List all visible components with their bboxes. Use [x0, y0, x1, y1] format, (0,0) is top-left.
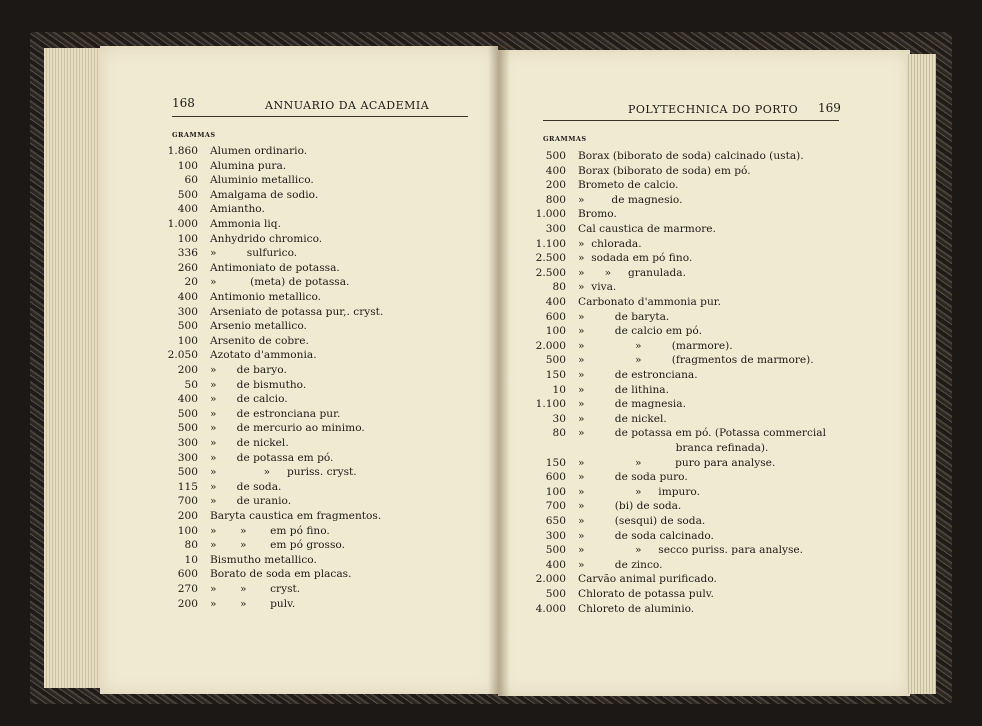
entry-description: » de potassa em pó.	[210, 451, 334, 464]
entry-quantity: 200	[177, 597, 198, 610]
entry-description: » (meta) de potassa.	[210, 276, 350, 289]
entry-description: Carvão animal purificado.	[578, 573, 717, 586]
entry-description: » sodada em pó fino.	[578, 252, 693, 265]
entry-row	[530, 354, 900, 367]
entry-description: Aluminio metallico.	[210, 174, 314, 187]
entry-row	[162, 276, 482, 289]
entry-row	[530, 179, 900, 192]
entry-quantity: 10	[552, 383, 566, 396]
entry-row	[162, 306, 482, 319]
entry-description: » de soda calcinado.	[578, 529, 714, 542]
entry-description: » (bi) de soda.	[578, 500, 682, 513]
entry-quantity: 20	[184, 276, 198, 289]
entry-quantity: 500	[177, 466, 198, 479]
entry-description: » » puro para analyse.	[578, 456, 776, 469]
entry-quantity: 500	[177, 320, 198, 333]
entry-description: Ammonia liq.	[210, 218, 281, 230]
entry-quantity: 150	[545, 369, 566, 381]
entry-row	[162, 466, 482, 479]
page-edges-right	[906, 54, 936, 694]
entry-row	[162, 583, 482, 596]
entry-row	[162, 495, 482, 508]
entry-description: Bromo.	[578, 208, 617, 221]
entry-row	[530, 296, 900, 309]
entry-quantity: 1.000	[535, 208, 566, 221]
entry-row	[530, 311, 900, 324]
entry-quantity: 200	[177, 364, 198, 376]
entry-quantity: 600	[545, 310, 566, 323]
left-page-number: 168	[172, 96, 195, 110]
entry-description: Alumen ordinario.	[210, 145, 308, 157]
entry-quantity: 300	[177, 305, 198, 318]
entry-row	[530, 515, 900, 528]
entry-quantity: 500	[545, 544, 566, 557]
entry-description: » de mercurio ao minimo.	[210, 422, 365, 435]
entry-row	[162, 408, 482, 421]
entry-row	[530, 530, 900, 543]
entry-description: » de magnesia.	[578, 398, 686, 411]
entry-row	[162, 233, 482, 246]
entry-row	[530, 369, 900, 382]
entry-quantity: 100	[177, 232, 198, 245]
entry-quantity: 400	[545, 164, 566, 177]
entry-row	[162, 247, 482, 260]
entry-row	[162, 160, 482, 173]
entry-row	[530, 208, 900, 221]
entry-row	[162, 364, 482, 377]
entry-quantity: 100	[545, 325, 566, 338]
entry-row	[162, 481, 482, 494]
entry-quantity: 4.000	[535, 602, 566, 615]
entry-quantity: 1.100	[535, 398, 566, 411]
entry-description: Chlorato de potassa pulv.	[578, 588, 714, 600]
entry-quantity: 400	[177, 393, 198, 406]
entry-quantity: 80	[552, 281, 566, 294]
entry-row	[530, 588, 900, 601]
entry-row	[530, 559, 900, 572]
entry-description: Chloreto de aluminio.	[578, 602, 695, 615]
entry-description: » de bismutho.	[210, 378, 307, 391]
entry-description: » » granulada.	[578, 266, 686, 279]
entry-row	[162, 525, 482, 538]
entry-row	[162, 452, 482, 465]
entry-row	[162, 189, 482, 202]
entry-row	[162, 203, 482, 216]
entry-row	[530, 398, 900, 411]
entry-description: » de nickel.	[210, 437, 289, 449]
entry-row	[530, 500, 900, 513]
entry-row	[530, 603, 900, 616]
entry-description: Borax (biborato de soda) calcinado (usta).	[578, 150, 804, 162]
entry-row	[530, 223, 900, 236]
entry-description: » viva.	[578, 281, 617, 294]
entry-quantity: 400	[177, 291, 198, 303]
entry-quantity: 30	[552, 412, 566, 425]
entry-row	[162, 422, 482, 435]
entry-row	[162, 539, 482, 552]
entry-description: Cal caustica de marmore.	[578, 223, 716, 235]
entry-description: » chlorada.	[578, 237, 642, 250]
entry-quantity: 500	[177, 422, 198, 435]
entry-quantity: 2.000	[535, 339, 566, 352]
entry-row	[162, 568, 482, 581]
entry-quantity: 700	[545, 500, 566, 513]
entry-row	[530, 573, 900, 586]
entry-description: » » em pó grosso.	[210, 539, 345, 552]
entry-quantity: 115	[177, 480, 198, 493]
entry-row	[162, 291, 482, 304]
entry-row	[530, 165, 900, 178]
entry-quantity: 400	[545, 558, 566, 571]
entry-row	[162, 393, 482, 406]
entry-quantity: 80	[552, 427, 566, 440]
entry-description: Anhydrido chromico.	[210, 232, 323, 245]
entry-quantity: 260	[177, 261, 198, 274]
entry-row	[530, 413, 900, 426]
entry-row	[530, 281, 900, 294]
entry-description: » de soda.	[210, 480, 282, 493]
entry-description: Antimoniato de potassa.	[210, 261, 340, 274]
entry-row	[530, 486, 900, 499]
entry-description: Borax (biborato de soda) em pó.	[578, 164, 751, 177]
entry-row	[530, 457, 900, 470]
entry-row	[162, 335, 482, 348]
entry-description: Amiantho.	[210, 203, 265, 216]
entry-description: » de estronciana.	[578, 369, 698, 381]
entry-description: » (sesqui) de soda.	[578, 515, 706, 527]
entry-description: » de lithina.	[578, 383, 669, 396]
entry-quantity: 100	[177, 334, 198, 347]
entry-row	[530, 150, 900, 163]
book-gutter	[488, 46, 510, 696]
page-edges-left	[44, 48, 102, 688]
right-running-header: POLYTECHNICA DO PORTO	[628, 103, 799, 116]
entry-quantity: 1.100	[535, 237, 566, 250]
entry-description: » de soda puro.	[578, 471, 688, 484]
entry-description: Antimonio metallico.	[210, 291, 322, 303]
entry-quantity: 300	[545, 529, 566, 542]
entry-quantity: 500	[545, 150, 566, 162]
entry-description: » de calcio.	[210, 393, 288, 406]
entry-quantity: 500	[545, 588, 566, 600]
entry-row	[530, 238, 900, 251]
entry-quantity: 50	[184, 378, 198, 391]
entry-quantity: 336	[177, 247, 198, 260]
entry-quantity: 1.860	[167, 145, 198, 157]
entry-row	[530, 267, 900, 280]
entry-description: » » cryst.	[210, 583, 301, 595]
entry-quantity: 100	[177, 524, 198, 537]
entry-quantity: 80	[184, 539, 198, 552]
entry-row	[162, 145, 482, 158]
entry-row	[162, 262, 482, 275]
entry-description: Arseniato de potassa pur,. cryst.	[210, 305, 384, 318]
entry-description: Arsenito de cobre.	[210, 334, 309, 347]
entry-description: » de calcio em pó.	[578, 325, 702, 338]
entry-row	[530, 471, 900, 484]
entry-quantity: 200	[177, 510, 198, 522]
left-running-header: ANNUARIO DA ACADEMIA	[265, 99, 430, 112]
entry-description: » de zinco.	[578, 558, 663, 571]
entry-quantity: 400	[177, 203, 198, 216]
entry-description: Amalgama de sodio.	[210, 188, 319, 201]
entry-quantity: 1.000	[167, 218, 198, 230]
entry-quantity: 60	[184, 174, 198, 187]
entry-quantity: 150	[545, 456, 566, 469]
entry-row	[530, 427, 900, 440]
entry-quantity: 700	[177, 495, 198, 508]
left-unit-heading: GRAMMAS	[172, 131, 216, 139]
entry-description: » de potassa em pó. (Potassa commercial	[578, 427, 826, 440]
entry-quantity: 300	[177, 451, 198, 464]
entry-description: » » pulv.	[210, 597, 296, 610]
entry-row	[162, 554, 482, 567]
entry-quantity: 600	[177, 568, 198, 581]
entry-description: » sulfurico.	[210, 247, 298, 260]
entry-quantity: 200	[545, 179, 566, 192]
entry-quantity: 270	[177, 583, 198, 595]
entry-description: » » (marmore).	[578, 339, 733, 352]
entry-description: » de magnesio.	[578, 193, 683, 206]
entry-description: branca refinada).	[578, 442, 769, 454]
entry-description: » de baryta.	[578, 310, 670, 323]
entry-description: » de uranio.	[210, 495, 292, 508]
entry-row	[162, 320, 482, 333]
entry-description: » » puriss. cryst.	[210, 466, 357, 479]
entry-row	[530, 544, 900, 557]
entry-quantity: 100	[177, 159, 198, 172]
entry-description: » » (fragmentos de marmore).	[578, 354, 814, 367]
right-page-number: 169	[818, 101, 841, 115]
entry-quantity: 650	[545, 515, 566, 527]
entry-row	[530, 384, 900, 397]
entry-quantity: 600	[545, 471, 566, 484]
entry-description: Baryta caustica em fragmentos.	[210, 510, 382, 522]
entry-row	[162, 174, 482, 187]
entry-quantity: 300	[545, 223, 566, 235]
entry-description: Brometo de calcio.	[578, 179, 679, 192]
left-header-rule	[172, 116, 468, 117]
entry-description: Azotato d'ammonia.	[210, 349, 317, 362]
entry-description: » » em pó fino.	[210, 524, 330, 537]
entry-row	[162, 510, 482, 523]
entry-quantity: 2.500	[535, 266, 566, 279]
entry-quantity: 500	[545, 354, 566, 367]
entry-description: » de baryo.	[210, 364, 287, 376]
entry-row	[162, 437, 482, 450]
entry-quantity: 300	[177, 437, 198, 449]
entry-quantity: 500	[177, 188, 198, 201]
entry-quantity: 2.050	[167, 349, 198, 362]
right-unit-heading: GRAMMAS	[543, 135, 587, 143]
entry-quantity: 100	[545, 485, 566, 498]
entry-quantity: 500	[177, 407, 198, 420]
entry-row	[530, 194, 900, 207]
entry-quantity: 2.000	[535, 573, 566, 586]
entry-description: Borato de soda em placas.	[210, 568, 352, 581]
entry-quantity: 2.500	[535, 252, 566, 265]
right-header-rule	[543, 120, 839, 121]
entry-description: Bismutho metallico.	[210, 553, 317, 566]
entry-row	[530, 340, 900, 353]
entry-quantity: 400	[545, 296, 566, 308]
entry-description: » » impuro.	[578, 485, 700, 498]
entry-description: » de estronciana pur.	[210, 407, 341, 420]
entry-row	[530, 442, 900, 455]
entry-description: Carbonato d'ammonia pur.	[578, 296, 722, 308]
entry-description: Alumina pura.	[210, 159, 287, 172]
entry-row	[162, 349, 482, 362]
entry-quantity: 10	[184, 553, 198, 566]
entry-row	[162, 379, 482, 392]
entry-row	[162, 598, 482, 611]
entry-description: » de nickel.	[578, 412, 667, 425]
entry-row	[162, 218, 482, 231]
entry-quantity: 800	[545, 193, 566, 206]
entry-description: » » secco puriss. para analyse.	[578, 544, 804, 557]
entry-row	[530, 252, 900, 265]
entry-description: Arsenio metallico.	[210, 320, 307, 333]
entry-row	[530, 325, 900, 338]
